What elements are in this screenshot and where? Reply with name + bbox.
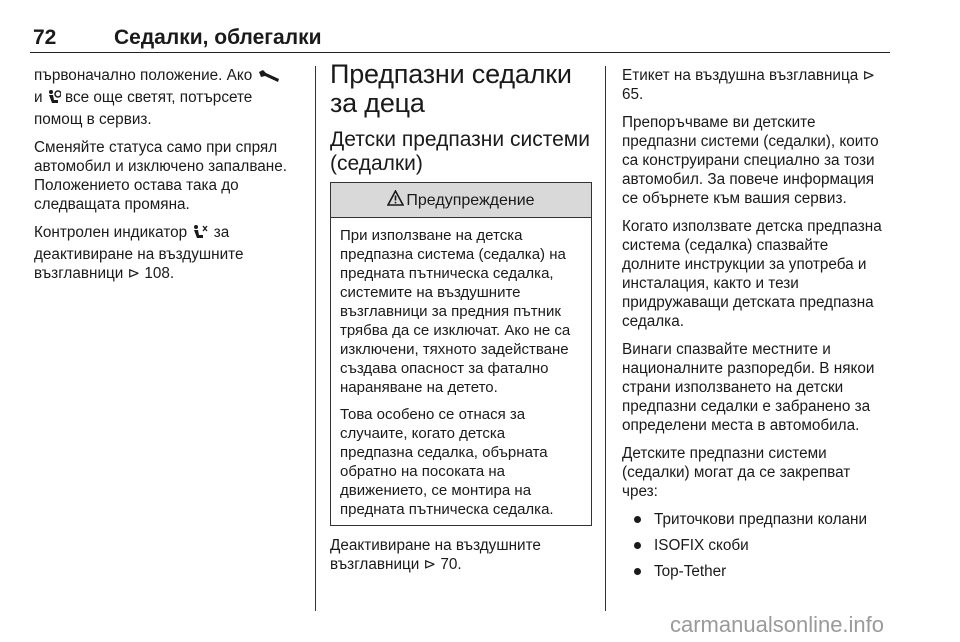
paragraph: Етикет на въздушна възглавница ⊳ 65. <box>622 67 876 103</box>
warning-box <box>330 182 592 526</box>
list-item: Триточкови предпазни колани <box>622 510 890 529</box>
page-header <box>30 26 890 53</box>
page-reference[interactable]: 108. <box>144 265 175 282</box>
paragraph: първоначално положение. Ако и все още светят, потърсете помощ в сервиз. <box>34 66 302 129</box>
page-reference-arrow-icon: ⊳ <box>423 556 437 573</box>
paragraph: Когато използвате детска предпазна система (седалка) спазвайте долните инструкции за употреба и инсталация, както и тези придружаващи детската предпазна седалка. <box>622 218 882 330</box>
page-reference[interactable]: 70. <box>440 556 462 573</box>
page-reference[interactable]: 65. <box>622 86 644 103</box>
column-divider <box>315 66 316 611</box>
section-heading: Предпазни седалки за деца <box>330 59 572 118</box>
page-reference-arrow-icon: ⊳ <box>127 265 141 282</box>
bullet-list <box>622 510 890 581</box>
paragraph: Контролен индикатор за деактивиране на въздушните възглавници ⊳ 108. <box>34 224 244 282</box>
paragraph: Винаги спазвайте местните и националните разпоредби. В някои страни използването на детски предпазни седалки е забранено за определени места в автомобила. <box>622 341 875 434</box>
watermark: carmanualsonline.info <box>670 612 885 637</box>
wrench-icon <box>257 69 281 88</box>
paragraph: Препоръчваме ви детските предпазни системи (седалки), които са конструирани специално за този автомобил. За повече информация се обърнете към вашия сервиз. <box>622 114 879 207</box>
column-2 <box>330 59 592 583</box>
airbag-off-icon <box>191 224 209 245</box>
page-title: Седалки, облегалки <box>114 26 322 49</box>
warning-text: При използване на детска предпазна система (седалка) на предната пътническа седалка, системите на въздушните възглавници за предния пътник трябва да се изключат. Ако не са изключени, тяхното задействане създава опасност за фатално нараняване на детето. <box>340 227 571 396</box>
paragraph: Деактивиране на въздушните възглавници ⊳ 70. <box>330 537 541 573</box>
subsection-heading: Детски предпазни системи (седалки) <box>330 128 590 175</box>
column-1 <box>34 66 302 292</box>
page-number: 72 <box>33 26 57 49</box>
column-3 <box>622 66 890 588</box>
paragraph: Сменяйте статуса само при спрял автомобил и изключено запалване. Положението остава така до следващата промяна. <box>34 139 288 213</box>
paragraph: Детските предпазни системи (седалки) могат да се закрепват чрез: <box>622 445 851 500</box>
list-item: Top-Tether <box>622 562 890 581</box>
warning-text: Това особено се отнася за случаите, когато детска предпазна седалка, обърната обратно на посоката на движението, се монтира на предната пътническа седалка. <box>340 406 554 518</box>
airbag-person-icon <box>47 89 61 110</box>
warning-body <box>331 218 591 525</box>
list-item: ISOFIX скоби <box>622 536 890 555</box>
warning-triangle-icon <box>387 190 404 211</box>
warning-title: Предупреждение <box>406 191 535 209</box>
column-divider <box>605 66 606 611</box>
warning-header <box>331 183 591 218</box>
page-reference-arrow-icon: ⊳ <box>862 67 876 84</box>
